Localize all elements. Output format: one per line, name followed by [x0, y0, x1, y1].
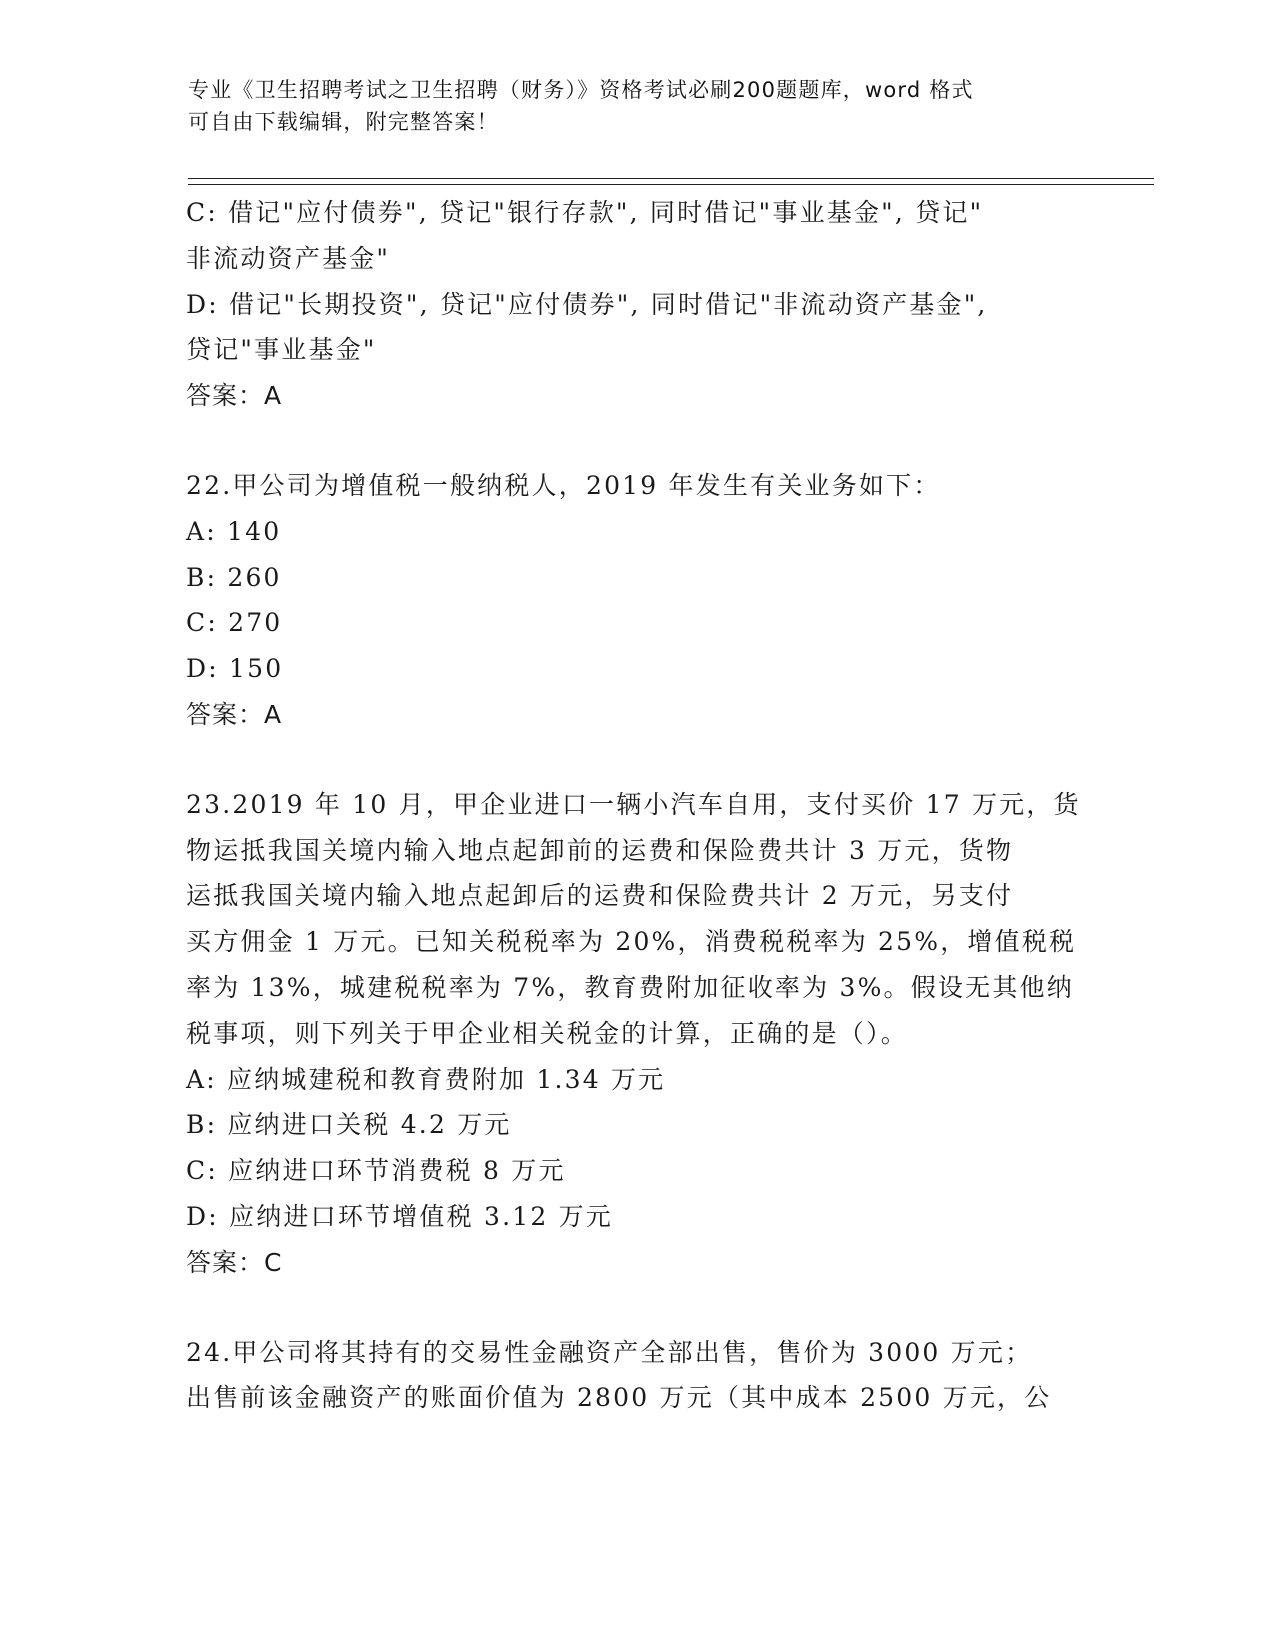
question-spacer	[186, 1286, 1086, 1330]
option-d-line-1: D: 借记"长期投资", 贷记"应付债券", 同时借记"非流动资产基金",	[186, 289, 988, 319]
answer-23: 答案：C	[186, 1247, 283, 1277]
question-content	[186, 190, 1086, 1421]
question-23-stem-line: 23.2019 年 10 月，甲企业进口一辆小汽车自用，支付买价 17 万元，货	[186, 789, 1081, 819]
question-23-option-a: A: 应纳城建税和教育费附加 1.34 万元	[186, 1064, 666, 1094]
question-24	[186, 1330, 1086, 1422]
question-22-option-b: B: 260	[186, 562, 282, 592]
question-22	[186, 463, 1086, 738]
header-title-line-1: 专业《卫生招聘考试之卫生招聘（财务）》资格考试必刷200题题库，word 格式	[188, 78, 974, 102]
question-21-tail	[186, 190, 1086, 419]
question-23-stem-line: 买方佣金 1 万元。已知关税税率为 20%，消费税税率为 25%，增值税税	[186, 927, 1077, 957]
question-23-stem-line: 运抵我国关境内输入地点起卸后的运费和保险费共计 2 万元，另支付	[186, 881, 1014, 911]
question-22-option-d: D: 150	[186, 654, 284, 684]
question-23-stem-line: 率为 13%，城建税税率为 7%，教育费附加征收率为 3%。假设无其他纳	[186, 972, 1074, 1002]
question-23-stem-line: 物运抵我国关境内输入地点起卸前的运费和保险费共计 3 万元，货物	[186, 835, 1014, 865]
page-header	[188, 74, 1068, 138]
question-24-stem-line: 出售前该金融资产的账面价值为 2800 万元（其中成本 2500 万元，公	[186, 1383, 1052, 1413]
option-d-line-2: 贷记"事业基金"	[186, 335, 377, 365]
question-24-stem-line: 24.甲公司将其持有的交易性金融资产全部出售，售价为 3000 万元；	[186, 1337, 1033, 1367]
question-22-stem: 22.甲公司为增值税一般纳税人，2019 年发生有关业务如下：	[186, 470, 941, 500]
question-22-option-c: C: 270	[186, 608, 283, 638]
question-22-option-a: A: 140	[186, 516, 282, 546]
answer-22: 答案：A	[186, 699, 283, 729]
question-23-option-b: B: 应纳进口关税 4.2 万元	[186, 1110, 512, 1140]
question-23-option-d: D: 应纳进口环节增值税 3.12 万元	[186, 1201, 613, 1231]
question-spacer	[186, 419, 1086, 463]
header-divider-bottom	[188, 184, 1154, 185]
question-23-stem-line: 税事项，则下列关于甲企业相关税金的计算，正确的是（）。	[186, 1018, 908, 1048]
question-23	[186, 782, 1086, 1286]
option-c-line-2: 非流动资产基金"	[186, 243, 391, 273]
header-divider-top	[188, 178, 1154, 179]
header-title-line-2: 可自由下载编辑，附完整答案！	[188, 110, 499, 134]
option-c-line-1: C: 借记"应付债券", 贷记"银行存款", 同时借记"事业基金", 贷记"	[186, 198, 984, 227]
question-spacer	[186, 738, 1086, 782]
answer-21: 答案：A	[186, 381, 283, 411]
question-23-option-c: C: 应纳进口环节消费税 8 万元	[186, 1156, 566, 1186]
